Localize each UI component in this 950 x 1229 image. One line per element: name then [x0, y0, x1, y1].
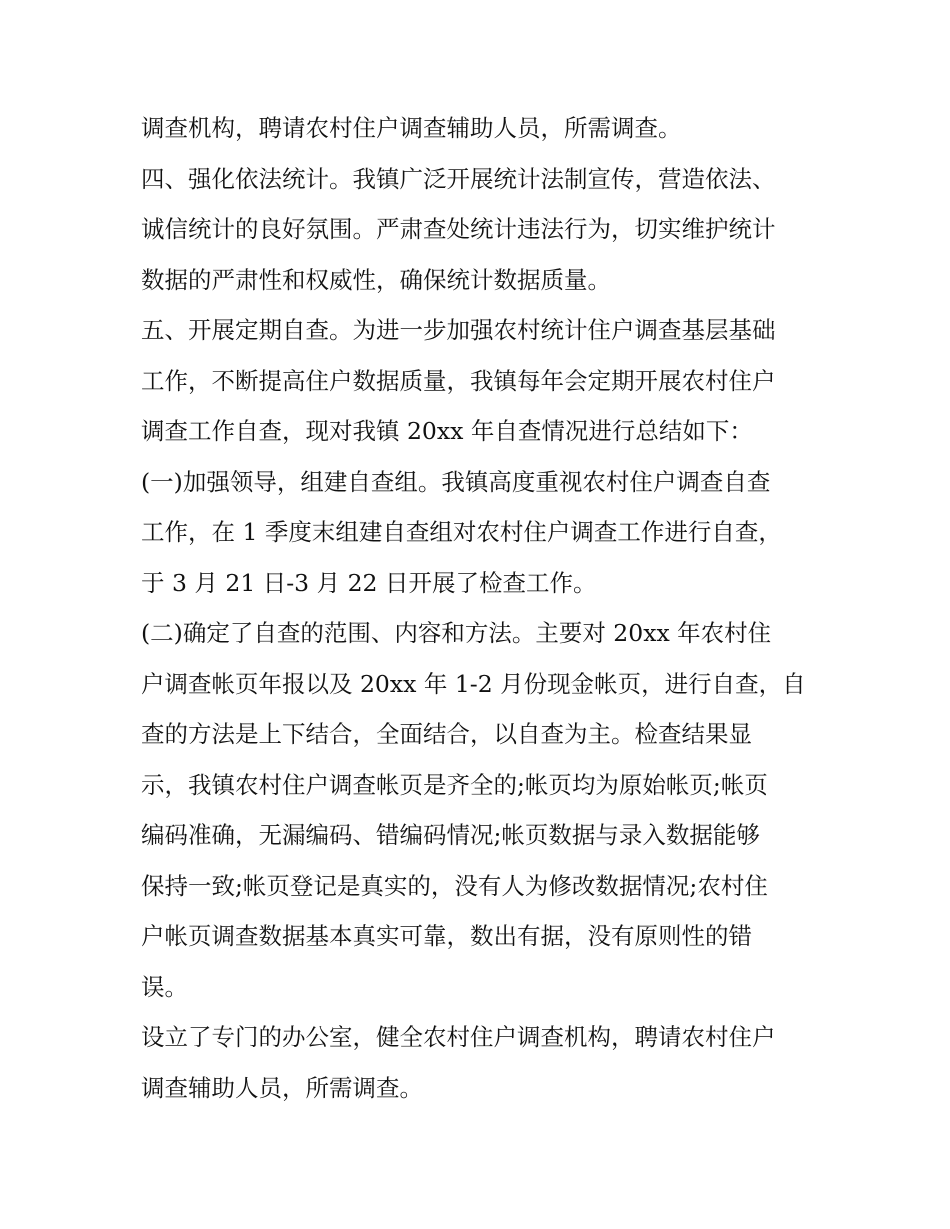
text-line: 数据的严肃性和权威性，确保统计数据质量。	[141, 265, 611, 294]
text-line: 户帐页调查数据基本真实可靠，数出有据，没有原则性的错	[141, 922, 752, 950]
text-line: 调查机构，聘请农村住户调查辅助人员，所需调查。	[141, 114, 682, 142]
text-line: 查的方法是上下结合，全面结合，以自查为主。检查结果显	[141, 720, 752, 748]
text-line: 保持一致;帐页登记是真实的，没有人为修改数据情况;农村住	[141, 871, 768, 900]
document-body	[141, 103, 821, 1113]
text-line: 工作，不断提高住户数据质量，我镇每年会定期开展农村住户	[141, 366, 776, 395]
text-line: 诚信统计的良好氛围。严肃查处统计违法行为，切实维护统计	[141, 215, 776, 243]
text-line: 调查辅助人员，所需调查。	[141, 1073, 423, 1102]
text-line: 五、开展定期自查。为进一步加强农村统计住户调查基层基础	[141, 316, 776, 344]
text-line: 户调查帐页年报以及 20xx 年 1-2 月份现金帐页，进行自查，自	[141, 669, 806, 698]
text-line: 调查工作自查，现对我镇 20xx 年自查情况进行总结如下：	[141, 417, 753, 445]
text-line: 示，我镇农村住户调查帐页是齐全的;帐页均为原始帐页;帐页	[141, 770, 768, 799]
text-line: 编码准确，无漏编码、错编码情况;帐页数据与录入数据能够	[141, 821, 760, 849]
text-line: 于 3 月 21 日-3 月 22 日开展了检查工作。	[141, 568, 597, 597]
text-line: (一)加强领导，组建自查组。我镇高度重视农村住户调查自查	[141, 467, 771, 496]
text-line: 工作，在 1 季度末组建自查组对农村住户调查工作进行自查，	[141, 518, 782, 546]
text-line: 四、强化依法统计。我镇广泛开展统计法制宣传，营造依法、	[141, 164, 776, 193]
text-line: 设立了专门的办公室，健全农村住户调查机构，聘请农村住户	[141, 1023, 776, 1051]
text-line: 误。	[141, 972, 188, 1001]
text-line: (二)确定了自查的范围、内容和方法。主要对 20xx 年农村住	[141, 619, 772, 647]
